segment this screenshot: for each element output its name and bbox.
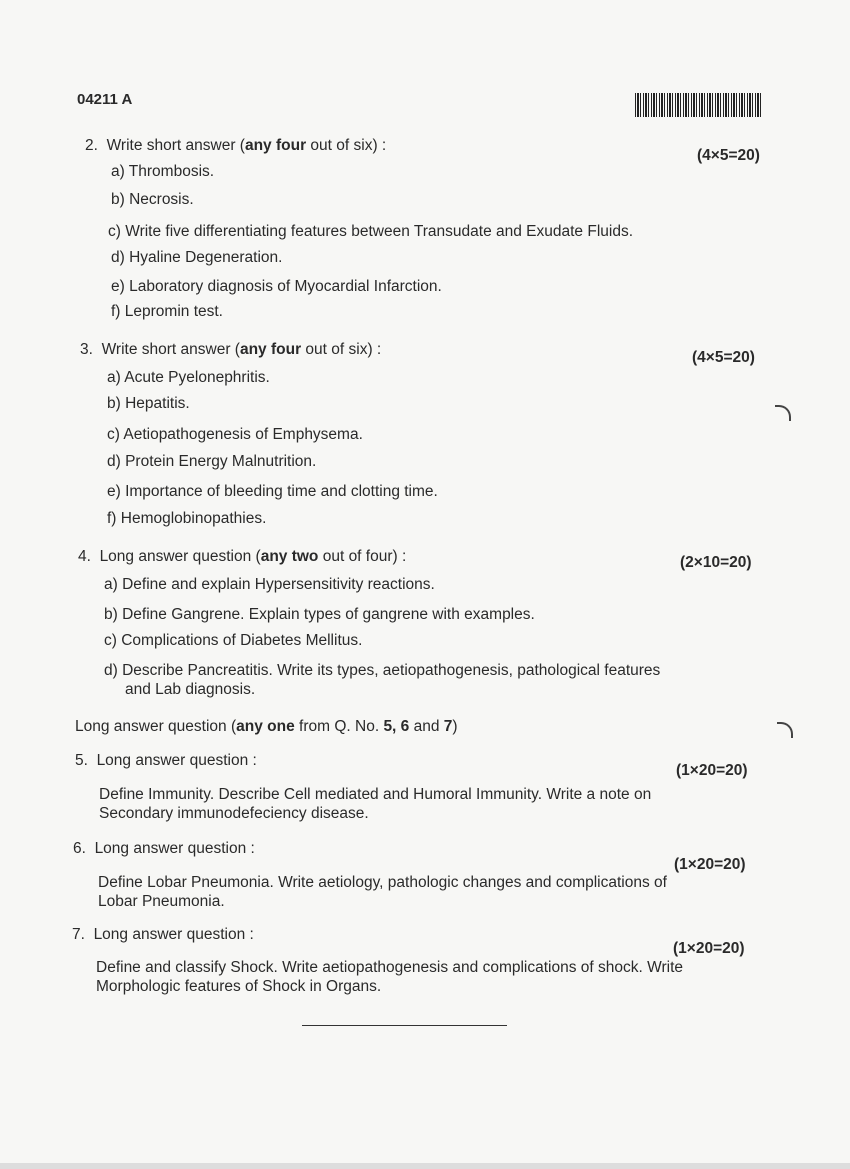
list-item: b) Define Gangrene. Explain types of gangrene with examples. (104, 606, 535, 623)
barcode (635, 93, 763, 117)
end-rule (302, 1025, 507, 1026)
list-item: f) Hemoglobinopathies. (107, 510, 267, 527)
marks: (4×5=20) (697, 147, 760, 164)
marks: (1×20=20) (674, 856, 746, 873)
list-item: a) Define and explain Hypersensitivity reactions. (104, 576, 435, 593)
question-3: 3. Write short answer (any four out of six) : (80, 341, 382, 358)
question-body: Define and classify Shock. Write aetiopathogenesis and complications of shock. Write (96, 959, 684, 976)
list-item: a) Acute Pyelonephritis. (107, 369, 270, 386)
marks: (1×20=20) (673, 940, 745, 957)
question-body: Morphologic features of Shock in Organs. (96, 978, 382, 995)
list-item-continuation: and Lab diagnosis. (125, 681, 256, 698)
question-4: 4. Long answer question (any two out of four) : (78, 548, 407, 565)
marks: (1×20=20) (676, 762, 748, 779)
question-body: Secondary immunodefeciency disease. (99, 805, 369, 822)
list-item: e) Importance of bleeding time and clotting time. (107, 483, 438, 500)
question-body: Define Immunity. Describe Cell mediated and Humoral Immunity. Write a note on (99, 786, 652, 803)
marks: (2×10=20) (680, 554, 752, 571)
punch-hole (777, 722, 793, 738)
list-item: e) Laboratory diagnosis of Myocardial Infarction. (111, 278, 442, 295)
question-5: 5. Long answer question : (75, 752, 257, 769)
list-item: c) Write five differentiating features between Transudate and Exudate Fluids. (108, 223, 634, 240)
punch-hole (775, 405, 791, 421)
marks: (4×5=20) (692, 349, 755, 366)
list-item: d) Describe Pancreatitis. Write its types, aetiopathogenesis, pathological features (104, 662, 661, 679)
question-2: 2. Write short answer (any four out of six) : (85, 137, 387, 154)
list-item: c) Aetiopathogenesis of Emphysema. (107, 426, 363, 443)
question-6: 6. Long answer question : (73, 840, 255, 857)
list-item: f) Lepromin test. (111, 303, 223, 320)
question-body: Define Lobar Pneumonia. Write aetiology, pathologic changes and complications of (98, 874, 667, 891)
list-item: a) Thrombosis. (111, 163, 215, 180)
list-item: d) Hyaline Degeneration. (111, 249, 283, 266)
list-item: b) Hepatitis. (107, 395, 190, 412)
question-body: Lobar Pneumonia. (98, 893, 225, 910)
scan-edge (0, 1163, 850, 1169)
question-7: 7. Long answer question : (72, 926, 254, 943)
list-item: b) Necrosis. (111, 191, 194, 208)
list-item: c) Complications of Diabetes Mellitus. (104, 632, 363, 649)
paper-code: 04211 A (77, 91, 133, 108)
section-note: Long answer question (any one from Q. No. 5, 6 and 7) (75, 718, 458, 735)
list-item: d) Protein Energy Malnutrition. (107, 453, 317, 470)
